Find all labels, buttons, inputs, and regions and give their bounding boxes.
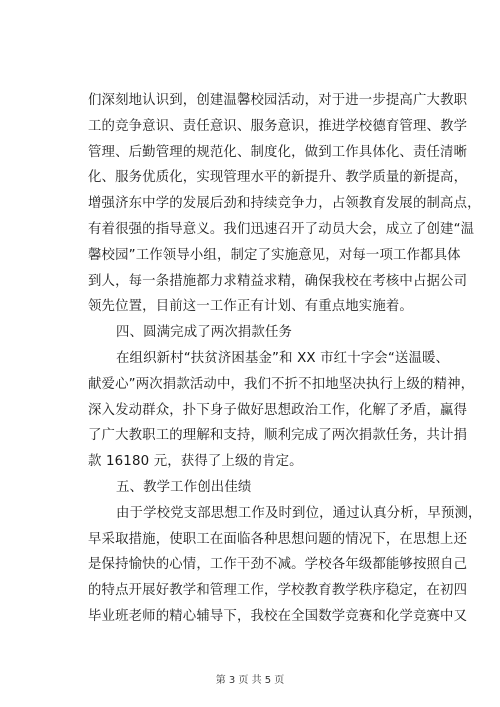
body-text-line: 们深刻地认识到，创建温馨校园活动，对于进一步提高广大教职 (88, 93, 468, 108)
body-text-line: 献爱心”两次捐款活动中，我们不折不扣地坚决执行上级的精神， (88, 376, 475, 392)
body-text-line: 馨校园”工作领导小组，制定了实施意见，对每一项工作都具体 (88, 247, 461, 263)
body-text-line: 化、服务优质化，实现管理水平的新提升、教学质量的新提高， (88, 170, 468, 186)
body-text-line: 管理、后勤管理的规范化、制度化，做到工作具体化、责任清晰 (88, 144, 468, 160)
body-text-line: 深入发动群众，扑下身子做好思想政治工作，化解了矛盾，赢得 (88, 402, 468, 418)
body-text-line: 毕业班老师的精心辅导下，我校在全国数学竞赛和化学竞赛中又 (88, 608, 468, 624)
body-text-line: 工的竞争意识、责任意识、服务意识，推进学校德育管理、教学 (88, 118, 468, 134)
body-text-line: 到人，每一条措施都力求精益求精，确保我校在考核中占据公司 (88, 273, 468, 289)
body-text-line: 款 16180 元，获得了上级的肯定。 (88, 454, 303, 470)
page-footer: 第 3 页 共 5 页 (215, 675, 285, 686)
document-body (88, 88, 482, 630)
body-text-line: 领先位置，目前这一工作正有计划、有重点地实施着。 (88, 299, 413, 315)
body-text-line: 有着很强的指导意义。我们迅速召开了动员大会，成立了创建“温 (88, 221, 475, 237)
body-text-line: 是保持愉快的心情，工作干劲不减。学校各年级都能够按照自己 (88, 557, 468, 573)
paragraph-first-line: 在组织新村“扶贫济困基金”和 XX 市红十字会“送温暖、 (116, 350, 450, 366)
paragraph-first-line: 由于学校党支部思想工作及时到位，通过认真分析，早预测， (116, 505, 482, 521)
section-heading: 五、教学工作创出佳绩 (116, 479, 252, 495)
section-heading: 四、圆满完成了两次捐款任务 (116, 325, 293, 341)
body-text-line: 了广大教职工的理解和支持，顺利完成了两次捐款任务，共计捐 (88, 428, 468, 444)
body-text-line: 的特点开展好教学和管理工作，学校教育教学秩序稳定，在初四 (88, 583, 468, 599)
body-text-line: 早采取措施，使职工在面临各种思想问题的情况下，在思想上还 (88, 531, 468, 547)
body-text-line: 增强济东中学的发展后劲和持续竞争力，占领教育发展的制高点， (88, 196, 481, 212)
